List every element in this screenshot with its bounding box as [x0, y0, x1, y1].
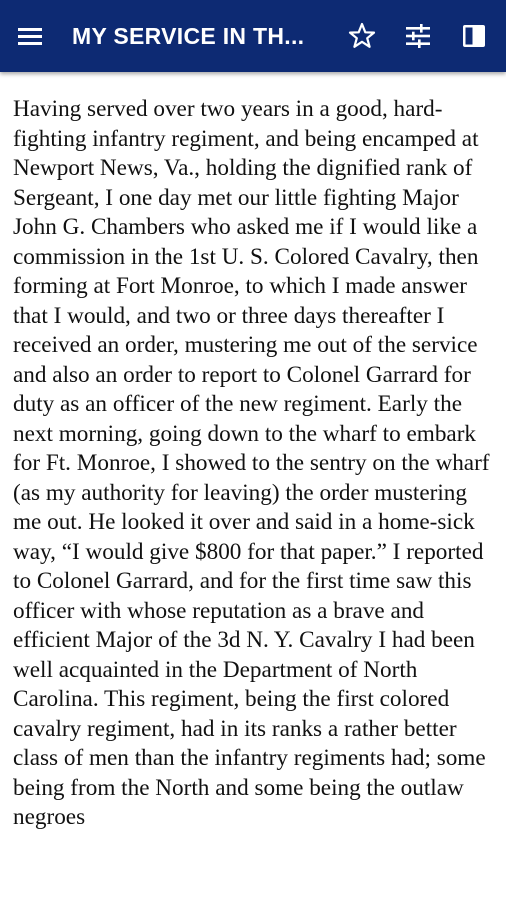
app-bar: [0, 0, 506, 72]
book-title: MY SERVICE IN TH...: [72, 23, 305, 49]
tune-sliders-icon[interactable]: [402, 20, 434, 52]
chapter-text: Having served over two years in a good, hard-fighting infantry regiment, and being encamped at Newport News, Va., holding the dignified rank of Sergeant, I one day met our little fighting Major John G. Chambers who asked me if I would like a commission in the 1st U. S. Colored Cavalry, then forming at Fort Monroe, to which I made answer that I would, and two or three days thereafter I received an order, mustering me out of the service and also an order to report to Colonel Garrard for duty as an officer of the new regiment. Early the next morning, going down to the wharf to embark for Ft. Monroe, I showed to the sentry on the wharf (as my authority for leaving) the order mustering me out. He looked it over and said in a home-sick way, “I would give $800 for that paper.” I reported to Colonel Garrard, and for the first time saw this officer with whose reputation as a brave and efficient Major of the 3d N. Y. Cavalry I had been well acquainted in the Department of North Carolina. This regiment, being the first colored cavalry regiment, had in its ranks a rather better class of men than the infantry regiments had; some being from the North and some being the outlaw negroes: [13, 96, 490, 830]
reader-content[interactable]: [0, 72, 506, 900]
book-icon[interactable]: [458, 20, 490, 52]
star-outline-icon[interactable]: [346, 20, 378, 52]
hamburger-menu-icon[interactable]: [14, 20, 46, 52]
